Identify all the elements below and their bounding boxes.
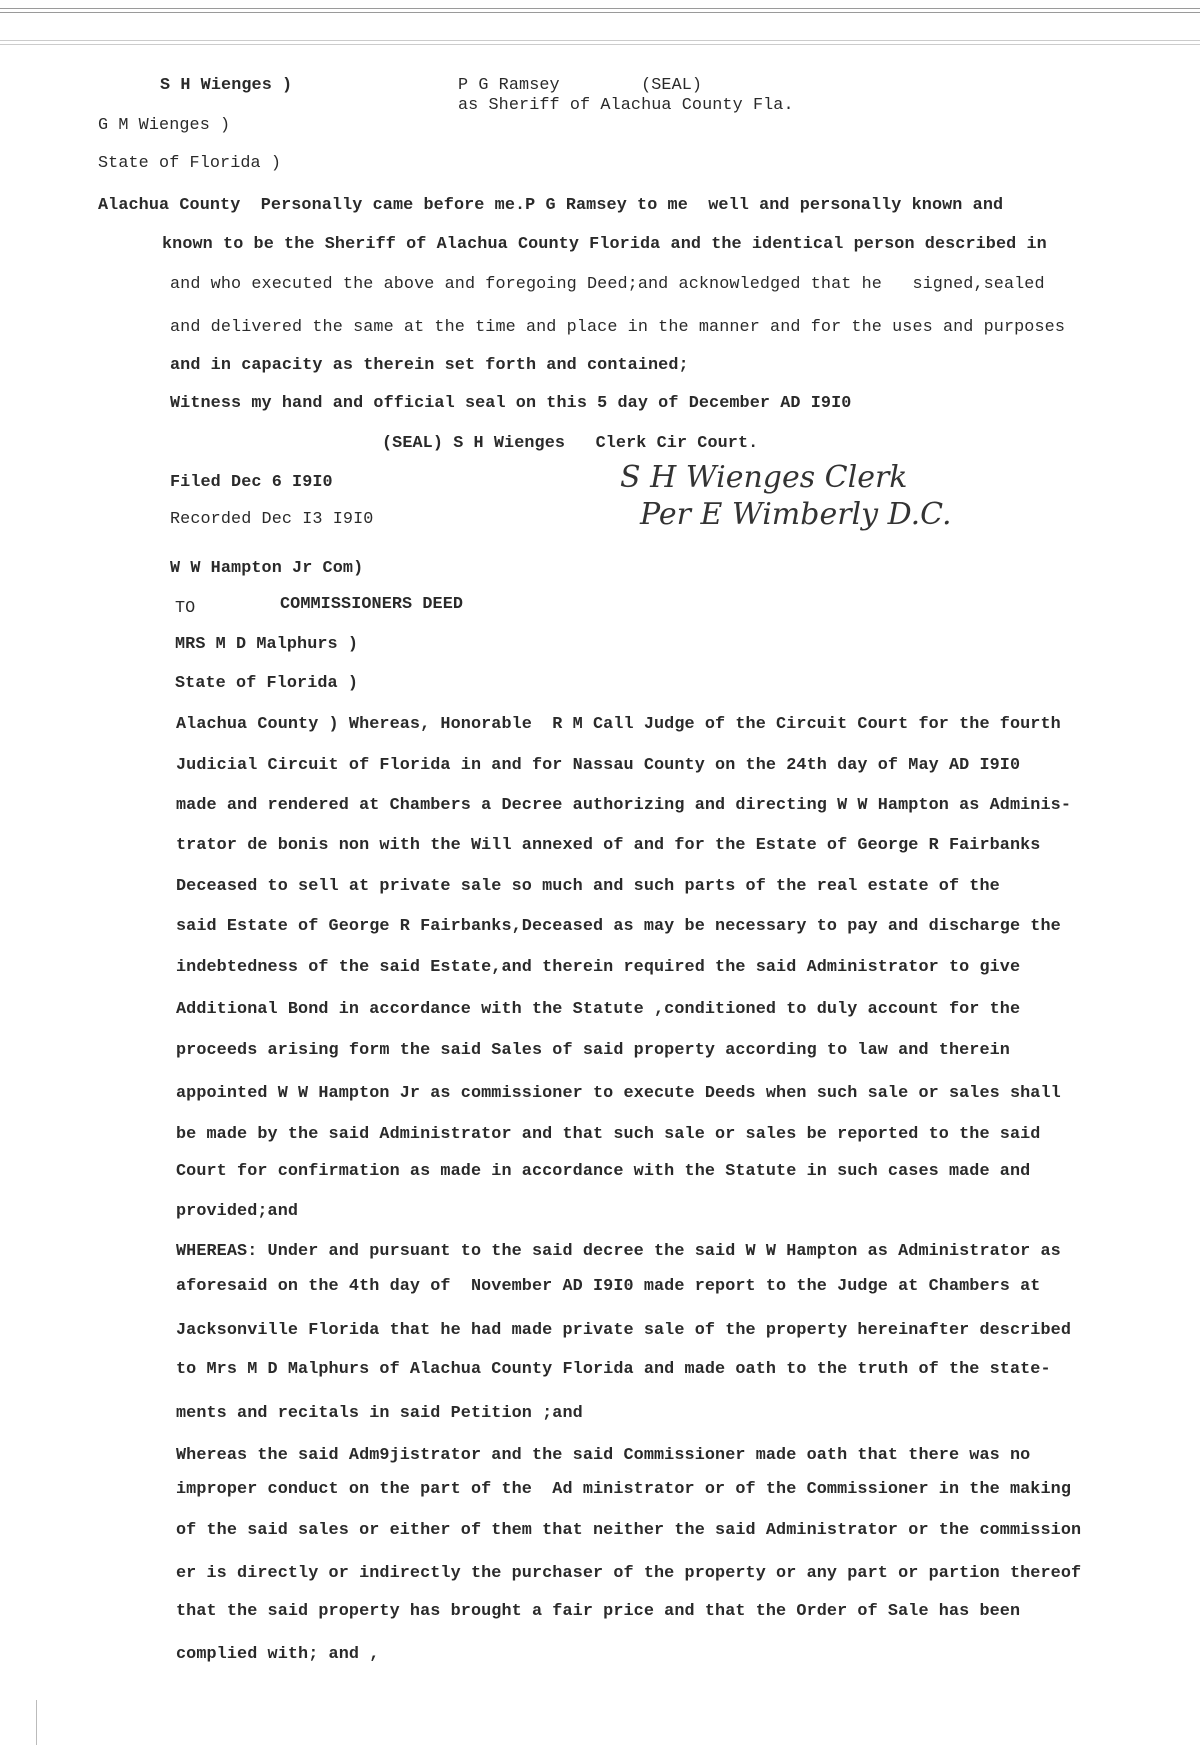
text-line: improper conduct on the part of the Ad ministrator or of the Commissioner in the making [176, 1480, 1071, 1499]
text-line: Witness my hand and official seal on this 5 day of December AD I9I0 [170, 394, 852, 413]
text-line: G M Wienges ) [98, 116, 231, 135]
text-line: P G Ramsey (SEAL) [458, 76, 703, 95]
text-line: S H Wienges ) [160, 76, 293, 95]
text-line: and delivered the same at the time and place in the manner and for the uses and purposes [170, 318, 1065, 337]
text-line: indebtedness of the said Estate,and therein required the said Administrator to give [176, 958, 1021, 977]
text-line: be made by the said Administrator and that such sale or sales be reported to the said [176, 1125, 1041, 1144]
text-line: complied with; and , [176, 1645, 380, 1664]
text-line: State of Florida ) [175, 674, 359, 693]
text-line: Deceased to sell at private sale so much and such parts of the real estate of the [176, 877, 1000, 896]
text-line: Alachua County ) Whereas, Honorable R M Call Judge of the Circuit Court for the fourth [176, 715, 1061, 734]
text-line: known to be the Sheriff of Alachua County Florida and the identical person described in [162, 235, 1047, 254]
text-line: Judicial Circuit of Florida in and for Nassau County on the 24th day of May AD I9I0 [176, 756, 1021, 775]
text-line: as Sheriff of Alachua County Fla. [458, 96, 794, 115]
text-line: Whereas the said Adm9jistrator and the said Commissioner made oath that there was no [176, 1446, 1031, 1465]
text-line: W W Hampton Jr Com) [170, 559, 364, 578]
text-line: proceeds arising form the said Sales of said property according to law and therein [176, 1041, 1010, 1060]
text-line: Recorded Dec I3 I9I0 [170, 510, 374, 529]
text-line: of the said sales or either of them that neither the said Administrator or the commission [176, 1521, 1082, 1540]
text-line: provided;and [176, 1202, 299, 1221]
text-line: Additional Bond in accordance with the Statute ,conditioned to duly account for the [176, 1000, 1021, 1019]
margin-line [36, 1700, 37, 1745]
text-line: ments and recitals in said Petition ;and [176, 1404, 583, 1423]
text-line: Jacksonville Florida that he had made private sale of the property hereinafter described [176, 1321, 1071, 1340]
text-line: MRS M D Malphurs ) [175, 635, 359, 654]
text-line: made and rendered at Chambers a Decree authorizing and directing W W Hampton as Adminis- [176, 796, 1071, 815]
text-line: to Mrs M D Malphurs of Alachua County Florida and made oath to the truth of the state- [176, 1360, 1051, 1379]
text-line: er is directly or indirectly the purchaser of the property or any part or partion thereof [176, 1564, 1082, 1583]
text-line: WHEREAS: Under and pursuant to the said decree the said W W Hampton as Administrator as [176, 1242, 1061, 1261]
text-line: trator de bonis non with the Will annexed of and for the Estate of George R Fairbanks [176, 836, 1041, 855]
text-line: appointed W W Hampton Jr as commissioner to execute Deeds when such sale or sales shall [176, 1084, 1061, 1103]
text-line: State of Florida ) [98, 154, 282, 173]
text-line: TO [175, 599, 196, 618]
text-line: COMMISSIONERS DEED [280, 595, 464, 614]
text-line: Court for confirmation as made in accordance with the Statute in such cases made and [176, 1162, 1031, 1181]
text-line: said Estate of George R Fairbanks,Deceased as may be necessary to pay and discharge the [176, 917, 1061, 936]
text-line: and in capacity as therein set forth and contained; [170, 356, 689, 375]
deputy-clerk-signature: Per E Wimberly D.C. [640, 497, 952, 532]
text-line: that the said property has brought a fair price and that the Order of Sale has been [176, 1602, 1021, 1621]
text-line: (SEAL) S H Wienges Clerk Cir Court. [382, 434, 759, 453]
text-line: and who executed the above and foregoing Deed;and acknowledged that he signed,sealed [170, 275, 1045, 294]
text-line: Filed Dec 6 I9I0 [170, 473, 333, 492]
text-line: Alachua County Personally came before me.P G Ramsey to me well and personally known and [98, 196, 1004, 215]
text-line: aforesaid on the 4th day of November AD I9I0 made report to the Judge at Chambers at [176, 1277, 1041, 1296]
clerk-signature: S H Wienges Clerk [620, 460, 908, 495]
